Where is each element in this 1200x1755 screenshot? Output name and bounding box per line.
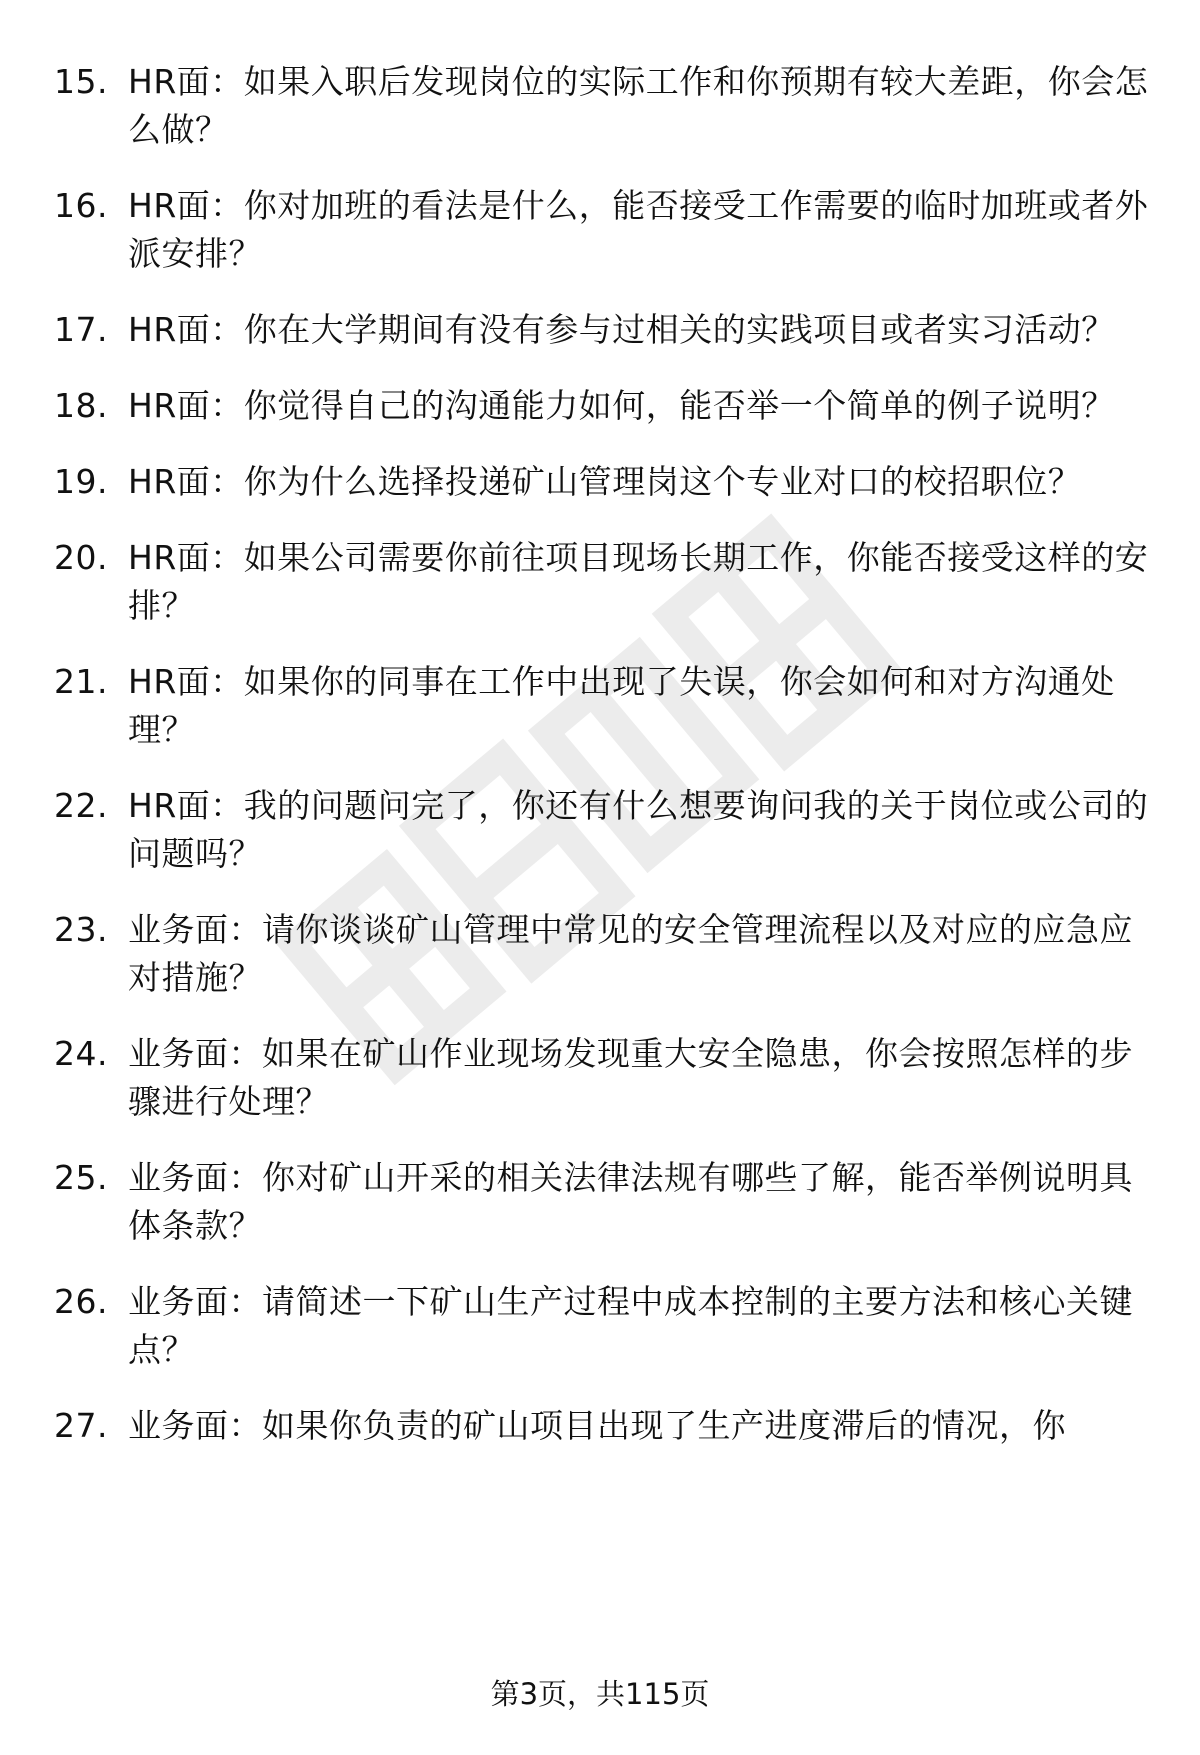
list-item bbox=[54, 658, 1164, 754]
list-item bbox=[54, 58, 1164, 154]
question-text: 业务面：如果在矿山作业现场发现重大安全隐患，你会按照怎样的步骤进行处理？ bbox=[128, 1034, 1133, 1121]
question-text: HR面：我的问题问完了，你还有什么想要询问我的关于岗位或公司的问题吗？ bbox=[128, 786, 1149, 873]
question-text: 业务面：请你谈谈矿山管理中常见的安全管理流程以及对应的应急应对措施？ bbox=[128, 910, 1133, 997]
question-text: 业务面：如果你负责的矿山项目出现了生产进度滞后的情况，你 bbox=[128, 1406, 1066, 1445]
question-text: HR面：如果你的同事在工作中出现了失误，你会如何和对方沟通处理？ bbox=[128, 662, 1115, 749]
list-item bbox=[54, 458, 1164, 506]
question-number: 25. bbox=[54, 1158, 108, 1197]
list-item bbox=[54, 306, 1164, 354]
list-item bbox=[54, 1402, 1164, 1450]
question-number: 18. bbox=[54, 386, 108, 425]
question-number: 21. bbox=[54, 662, 108, 701]
question-number: 26. bbox=[54, 1282, 108, 1321]
question-number: 20. bbox=[54, 538, 108, 577]
question-text: HR面：你在大学期间有没有参与过相关的实践项目或者实习活动？ bbox=[128, 310, 1115, 349]
list-item bbox=[54, 534, 1164, 630]
question-number: 19. bbox=[54, 462, 108, 501]
page-number: 第3页，共115页 bbox=[490, 1677, 710, 1711]
question-list bbox=[54, 58, 1164, 1478]
list-item bbox=[54, 906, 1164, 1002]
question-text: HR面：你为什么选择投递矿山管理岗这个专业对口的校招职位？ bbox=[128, 462, 1082, 501]
question-number: 24. bbox=[54, 1034, 108, 1073]
question-text: HR面：你对加班的看法是什么，能否接受工作需要的临时加班或者外派安排？ bbox=[128, 186, 1149, 273]
question-text: 业务面：你对矿山开采的相关法律法规有哪些了解，能否举例说明具体条款？ bbox=[128, 1158, 1133, 1245]
question-number: 15. bbox=[54, 62, 108, 101]
question-text: HR面：如果公司需要你前往项目现场长期工作，你能否接受这样的安排？ bbox=[128, 538, 1149, 625]
list-item bbox=[54, 182, 1164, 278]
list-item bbox=[54, 1278, 1164, 1374]
question-text: 业务面：请简述一下矿山生产过程中成本控制的主要方法和核心关键点？ bbox=[128, 1282, 1133, 1369]
question-number: 23. bbox=[54, 910, 108, 949]
list-item bbox=[54, 782, 1164, 878]
question-text: HR面：如果入职后发现岗位的实际工作和你预期有较大差距，你会怎么做？ bbox=[128, 62, 1149, 149]
question-number: 22. bbox=[54, 786, 108, 825]
list-item bbox=[54, 1030, 1164, 1126]
question-number: 17. bbox=[54, 310, 108, 349]
question-number: 27. bbox=[54, 1406, 108, 1445]
list-item bbox=[54, 382, 1164, 430]
list-item bbox=[54, 1154, 1164, 1250]
question-number: 16. bbox=[54, 186, 108, 225]
question-text: HR面：你觉得自己的沟通能力如何，能否举一个简单的例子说明？ bbox=[128, 386, 1115, 425]
